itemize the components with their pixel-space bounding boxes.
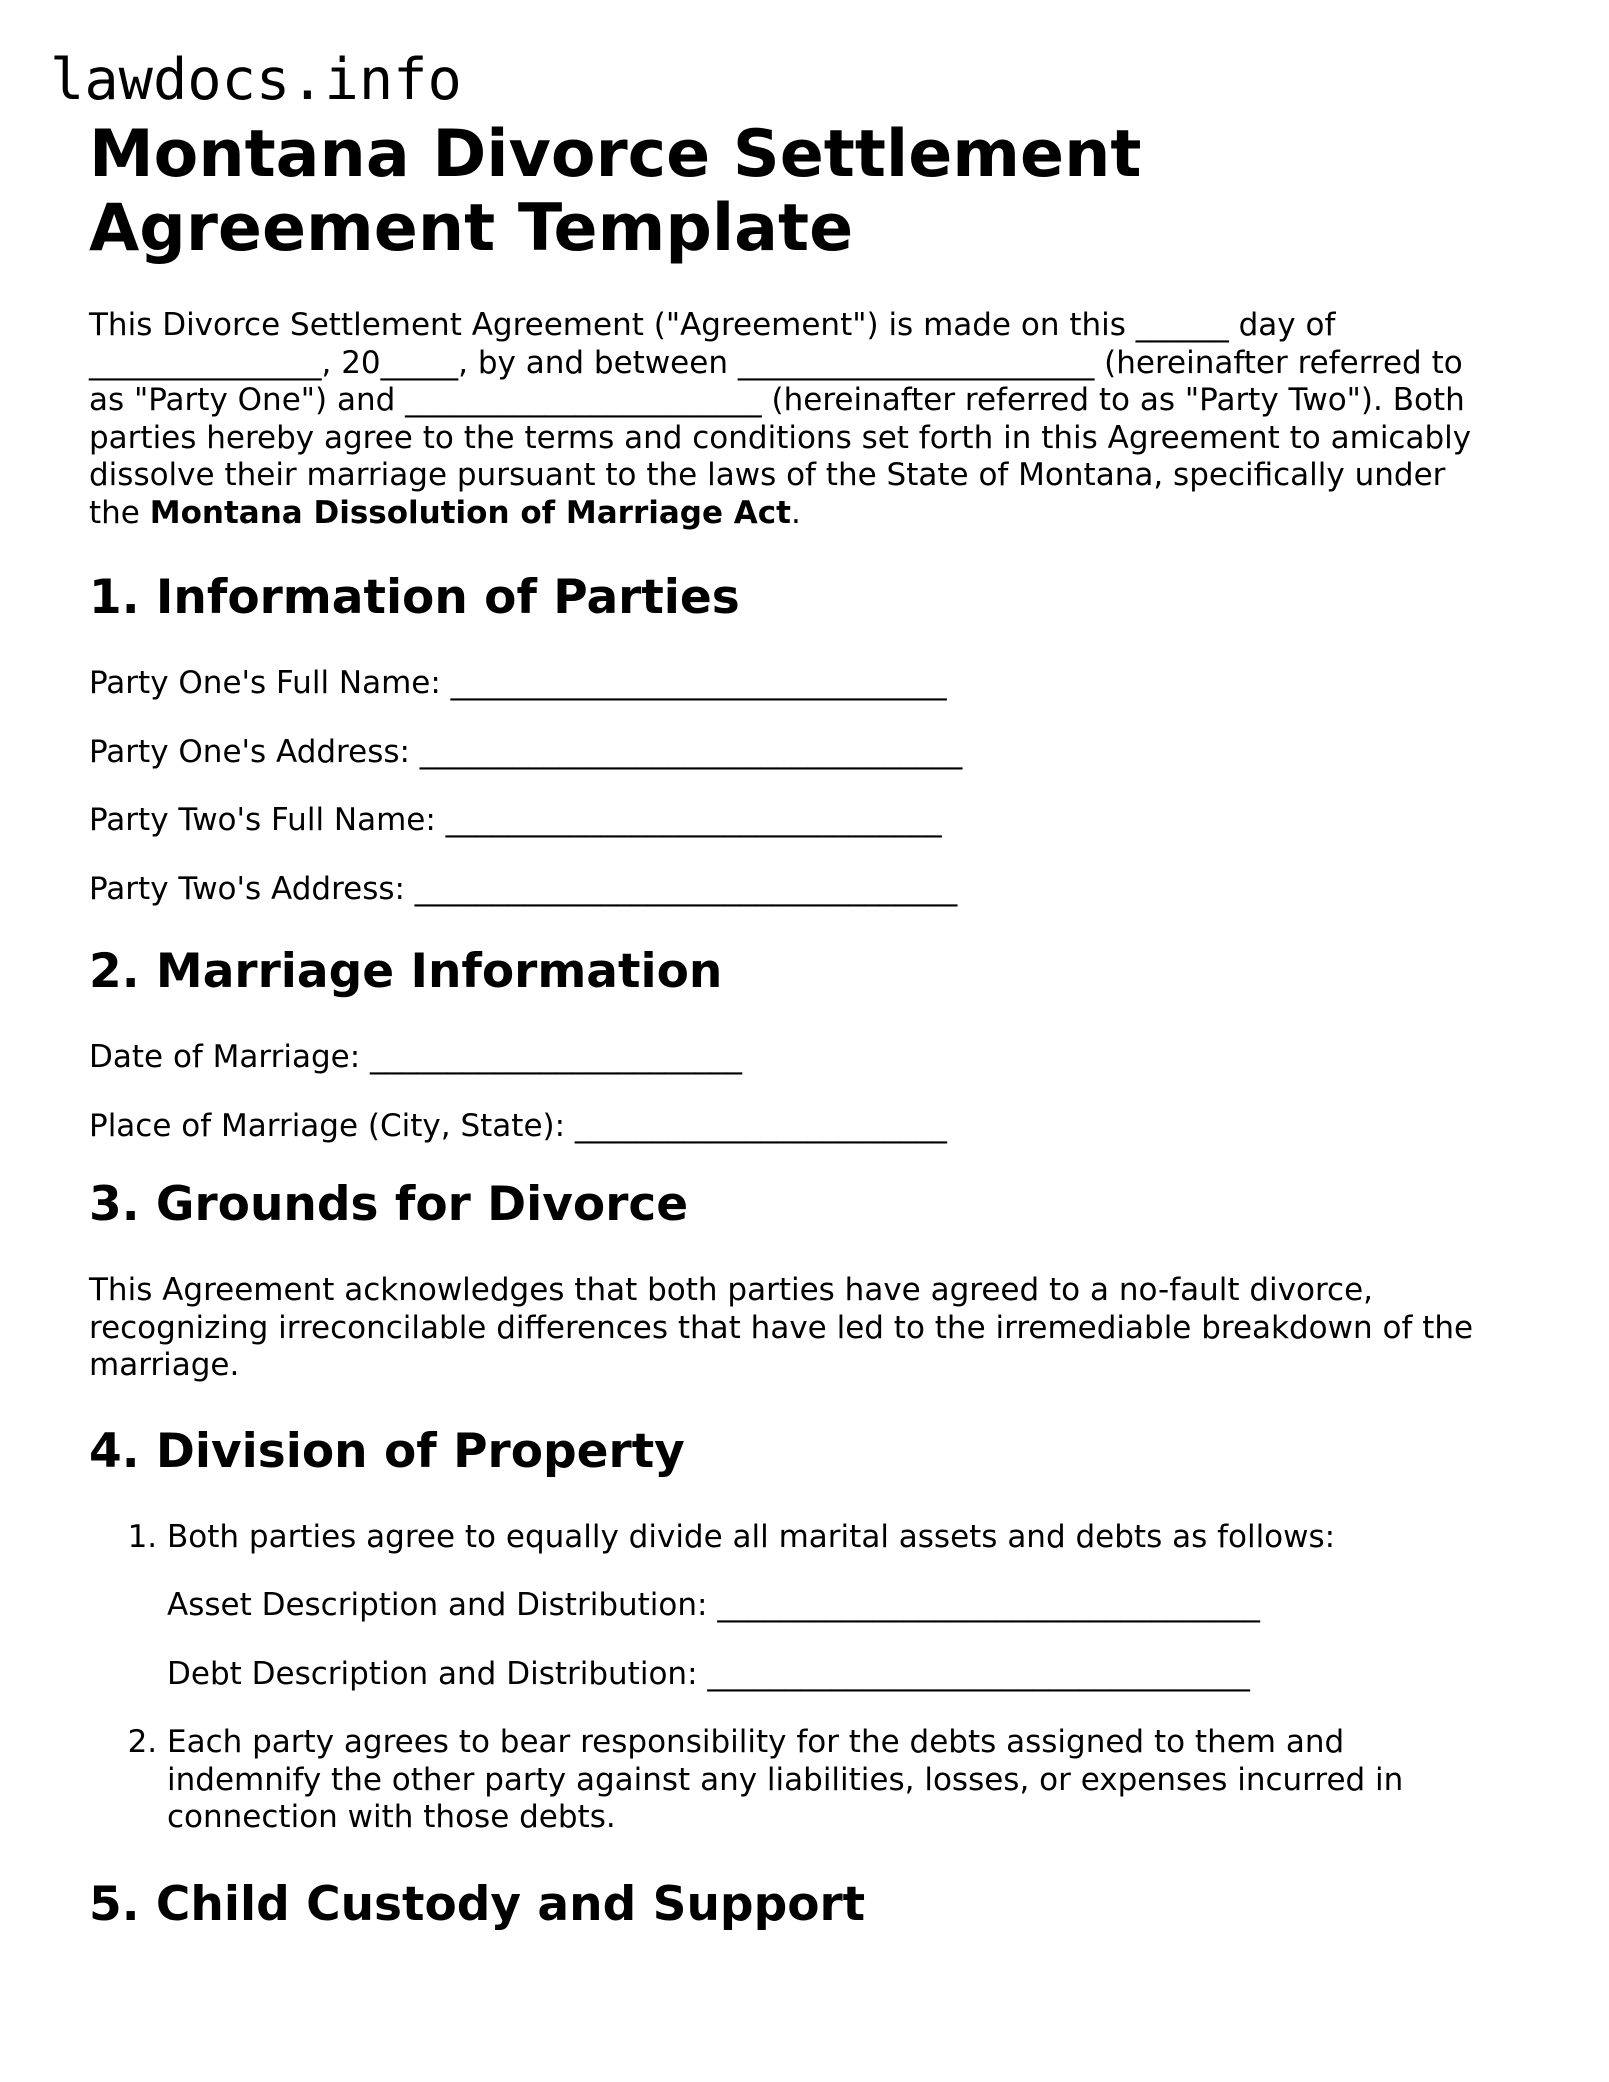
grounds-paragraph: [89, 1272, 1509, 1385]
grounds-line-2: recognizing irreconcilable differences that have led to the irremediable breakdown of the: [89, 1309, 1474, 1346]
watermark-logo: lawdocs.info: [50, 47, 462, 113]
section-1-heading: 1. Information of Parties: [89, 570, 740, 625]
list-item: [167, 1519, 1509, 1694]
intro-line-6-prefix: the: [89, 494, 150, 531]
section-4-heading: 4. Division of Property: [89, 1423, 685, 1479]
intro-line-6-suffix: .: [791, 494, 801, 531]
property-list: [89, 1519, 1509, 1837]
intro-line-4: parties hereby agree to the terms and conditions set forth in this Agreement to amicably: [89, 419, 1472, 456]
intro-line-5: dissolve their marriage pursuant to the laws of the State of Montana, specifically under: [89, 457, 1446, 493]
document-page: [89, 118, 1509, 1933]
property-item-1-text: Both parties agree to equally divide all marital assets and debts as follows:: [167, 1518, 1336, 1555]
debt-description-field: Debt Description and Distribution: ___________________________________: [167, 1655, 1250, 1692]
act-name: Montana Dissolution of Marriage Act: [149, 494, 791, 531]
intro-paragraph: [89, 307, 1509, 532]
property-item-2-line-1: Each party agrees to bear responsibility for the debts assigned to them and: [167, 1724, 1345, 1760]
party-one-address-field: Party One's Address: ___________________________________: [89, 733, 963, 770]
intro-line-3: as "Party One") and _______________________ (hereinafter referred to as "Party Two"). Both: [89, 382, 1465, 418]
intro-line-2: _______________, 20_____, by and between _______________________ (hereinafter referred to: [89, 344, 1463, 381]
party-two-address-field: Party Two's Address: ___________________________________: [89, 870, 958, 907]
date-of-marriage-field: Date of Marriage: ________________________: [89, 1039, 743, 1075]
asset-description-field: Asset Description and Distribution: ___________________________________: [167, 1587, 1260, 1623]
section-5-heading: 5. Child Custody and Support: [89, 1876, 866, 1932]
property-item-2-line-2: indemnify the other party against any liabilities, losses, or expenses incurred in: [167, 1761, 1404, 1798]
document-title: Montana Divorce Settlement Agreement Template: [89, 117, 1142, 266]
list-item: [167, 1724, 1509, 1837]
section-2-heading: 2. Marriage Information: [89, 944, 723, 999]
section-3-heading: 3. Grounds for Divorce: [89, 1177, 689, 1232]
place-of-marriage-field: Place of Marriage (City, State): ________________________: [89, 1107, 947, 1144]
property-item-2-line-3: connection with those debts.: [167, 1799, 616, 1835]
party-two-name-field: Party Two's Full Name: ________________________________: [89, 802, 942, 838]
grounds-line-3: marriage.: [89, 1347, 240, 1383]
party-one-name-field: Party One's Full Name: ________________________________: [89, 665, 947, 701]
intro-line-1: This Divorce Settlement Agreement ("Agreement") is made on this ______ day of: [89, 307, 1336, 343]
grounds-line-1: This Agreement acknowledges that both parties have agreed to a no-fault divorce,: [89, 1272, 1374, 1308]
